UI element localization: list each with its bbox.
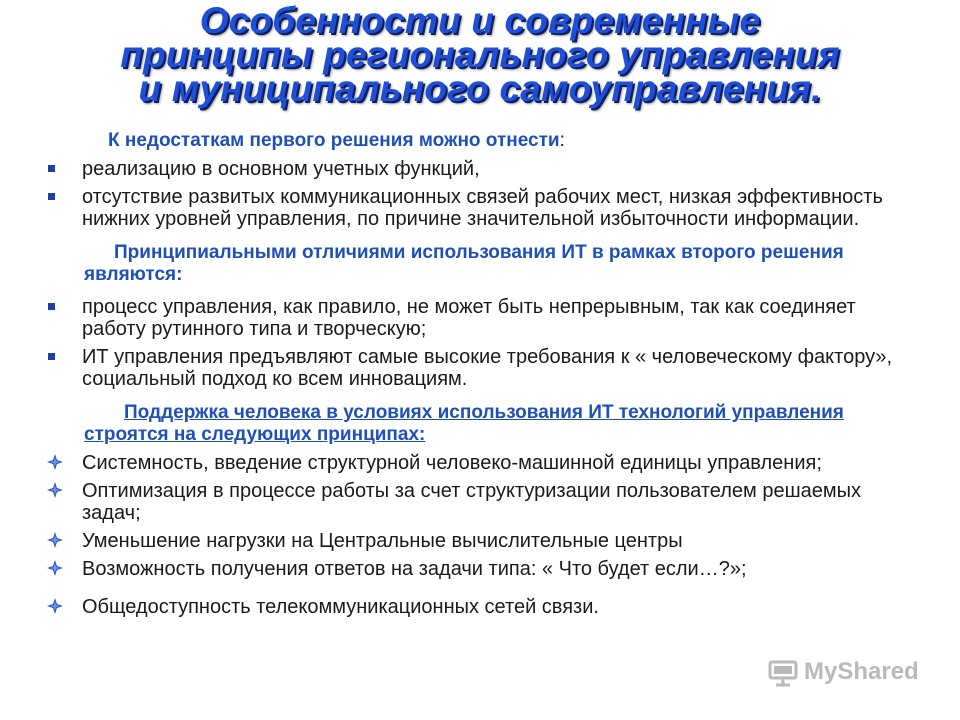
- list-item-text: Системность, введение структурной человеко-машинной единицы управления;: [82, 452, 822, 474]
- square-bullet-icon: [48, 193, 55, 200]
- list-item-text: отсутствие развитых коммуникационных связей рабочих мест, низкая эффективность нижних уровней управления, по причине значительной избыточности информации.: [82, 186, 883, 230]
- list-item: [44, 558, 924, 580]
- section2-heading: Принципиальными отличиями использования ИТ в рамках второго решения являются:: [84, 242, 844, 285]
- section1-heading: [108, 130, 924, 152]
- list-item: [44, 186, 924, 230]
- list-item: [44, 530, 924, 552]
- diamond-bullet-icon: [47, 532, 63, 548]
- list-item-text: реализацию в основном учетных функций,: [82, 158, 480, 180]
- title-line-1: Особенности и современные: [199, 0, 761, 41]
- diamond-bullet-icon: [47, 560, 63, 576]
- list-item-text: Оптимизация в процессе работы за счет структуризации пользователем решаемых задач;: [82, 480, 861, 524]
- list-item: [44, 596, 924, 618]
- list-item-text: ИТ управления предъявляют самые высокие требования к « человеческому фактору», социальный подход ко всем инновациям.: [82, 346, 893, 390]
- section1-heading-text: К недостаткам первого решения можно отнести: [108, 130, 560, 151]
- section1-heading-colon: :: [559, 130, 565, 151]
- diamond-bullet-icon: [47, 598, 63, 614]
- watermark-logo: [768, 657, 919, 687]
- title-line-3: и муниципального самоуправления.: [138, 68, 822, 109]
- slide-body: [44, 130, 924, 624]
- title-line-2: принципы регионального управления: [120, 34, 840, 75]
- list-item: [44, 346, 924, 390]
- list-item-text: Уменьшение нагрузки на Центральные вычислительные центры: [82, 530, 683, 552]
- diamond-bullet-icon: [47, 454, 63, 470]
- list-item: [44, 158, 924, 180]
- presentation-board-icon: [768, 657, 798, 687]
- list-item-text: процесс управления, как правило, не может быть непрерывным, так как соединяет работу рутинного типа и творческую;: [82, 296, 856, 340]
- square-bullet-icon: [48, 165, 55, 172]
- section3-heading: Поддержка человека в условиях использования ИТ технологий управления строятся на следующих принципах:: [84, 402, 844, 445]
- list-item-text: Общедоступность телекоммуникационных сетей связи.: [82, 596, 599, 618]
- list-item: [44, 296, 924, 340]
- watermark-text: MyShared: [804, 658, 919, 685]
- diamond-bullet-icon: [47, 482, 63, 498]
- list-item: [44, 452, 924, 474]
- square-bullet-icon: [48, 303, 55, 310]
- slide-title: [20, 0, 940, 109]
- list-item-text: Возможность получения ответов на задачи типа: « Что будет если…?»;: [82, 558, 747, 580]
- square-bullet-icon: [48, 353, 55, 360]
- list-item: [44, 480, 924, 524]
